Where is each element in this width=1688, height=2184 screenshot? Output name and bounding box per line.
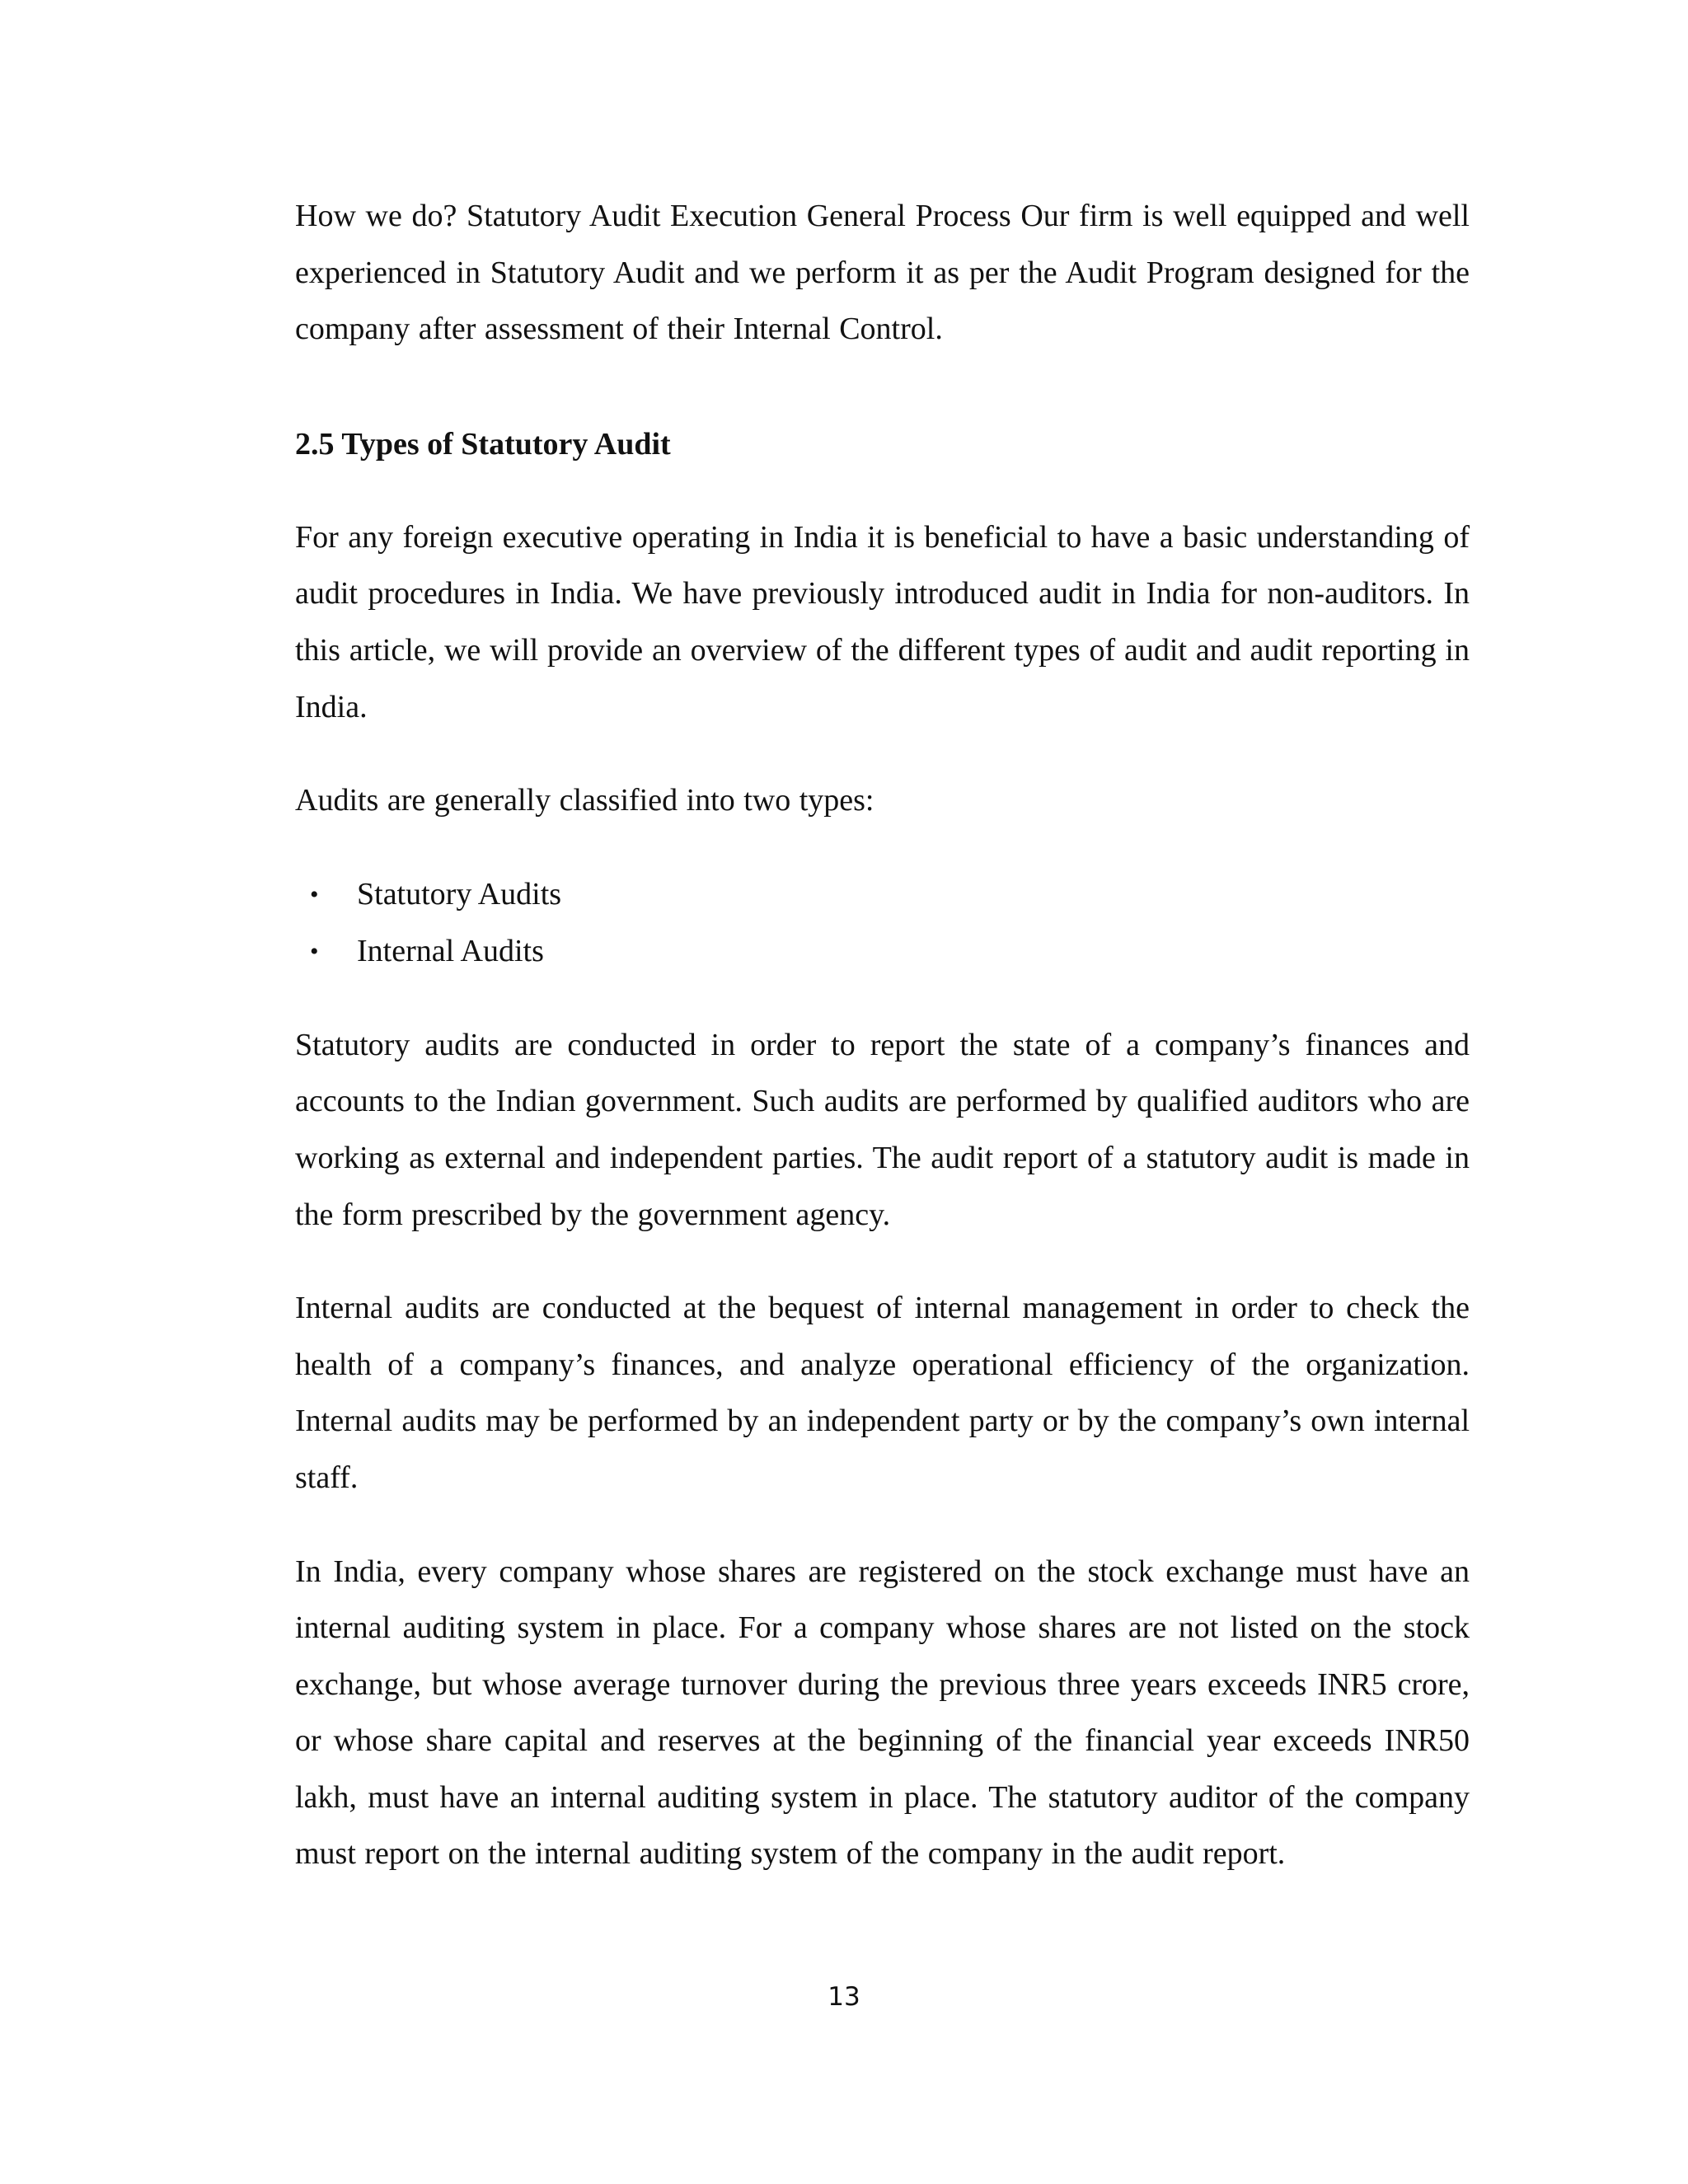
paragraph-india-requirements: In India, every company whose shares are registered on the stock exchange must have an internal auditing system in place. For a company whose shares are not listed on the stock exchange, but whose average turnover during the previous three years exceeds INR5 crore, or whose share capital and reserves at the beginning of the financial year exceeds INR50 lakh, must have an internal auditing system in place. The statutory auditor of the company must report on the internal auditing system of the company in the audit report. xyxy=(295,1554,1470,1872)
paragraph-overview: For any foreign executive operating in India it is beneficial to have a basic understanding of audit procedures in India. We have previously introduced audit in India for non-auditors. In this article, we will provide an overview of the different types of audit and audit reporting in India. xyxy=(295,519,1470,724)
section-heading: 2.5 Types of Statutory Audit xyxy=(295,426,671,462)
list-item xyxy=(295,923,1470,980)
list-item-label: Internal Audits xyxy=(357,933,544,968)
intro-paragraph: How we do? Statutory Audit Execution General Process Our firm is well equipped and well experienced in Statutory Audit and we perform it as per the Audit Program designed for the company after assessment of their Internal Control. xyxy=(295,199,1470,347)
paragraph-statutory-audits: Statutory audits are conducted in order to report the state of a company’s finances and accounts to the Indian government. Such audits are performed by qualified auditors who are working as external and independent parties. The audit report of a statutory audit is made in the form prescribed by the government agency. xyxy=(295,1027,1470,1232)
paragraph-internal-audits: Internal audits are conducted at the bequest of internal management in order to check the health of a company’s finances, and analyze operational efficiency of the organization. Internal audits may be performed by an independent party or by the company’s own internal staff. xyxy=(295,1291,1470,1495)
page-number: 13 xyxy=(828,1982,860,2012)
paragraph-classification: Audits are generally classified into two types: xyxy=(295,783,874,818)
bullet-icon: • xyxy=(310,880,319,908)
list-item-label: Statutory Audits xyxy=(357,876,562,912)
audit-types-list xyxy=(295,866,1470,980)
bullet-icon: • xyxy=(310,937,319,965)
list-item xyxy=(295,866,1470,923)
document-page xyxy=(295,188,1470,1882)
